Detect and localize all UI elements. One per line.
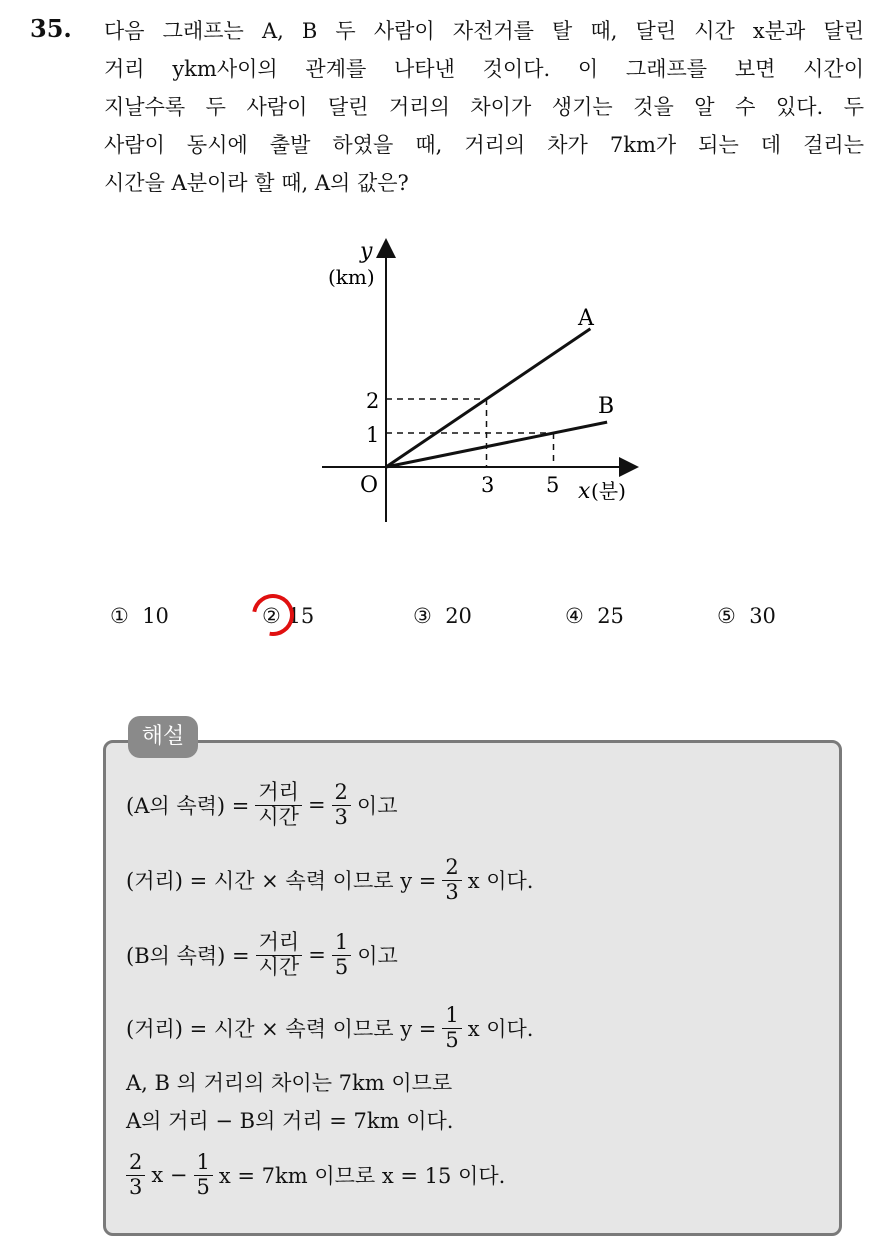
distance-time-graph — [300, 230, 660, 530]
solution-line-7 — [126, 1145, 505, 1205]
fraction — [256, 931, 303, 978]
numerator: 1 — [442, 1004, 461, 1028]
question-line: 시간을 A분이라 할 때, A의 값은? — [104, 171, 409, 195]
denominator: 5 — [445, 1027, 459, 1052]
y-axis-unit: (km) — [328, 265, 375, 289]
choice-1[interactable] — [110, 604, 169, 628]
y-axis-variable: y — [360, 239, 373, 264]
solution-tag: 해설 — [128, 716, 198, 758]
question-line: 사람이 동시에 출발 하였을 때, 거리의 차가 7km가 되는 데 걸리는 — [104, 133, 864, 157]
solution-text: = — [307, 793, 326, 817]
denominator: 3 — [445, 879, 459, 904]
choice-value: 10 — [142, 604, 169, 628]
origin-label: O — [360, 473, 379, 498]
solution-text: (A의 속력) = — [126, 794, 250, 818]
x-axis-unit: (분) — [591, 479, 626, 503]
numerator: 거리 — [255, 781, 302, 805]
question-line: 다음 그래프는 A, B 두 사람이 자전거를 탈 때, 달린 시간 x분과 달린 — [104, 19, 864, 43]
solution-text: x 이다. — [467, 1017, 534, 1041]
choice-value: 30 — [749, 604, 776, 628]
numerator: 2 — [126, 1151, 145, 1175]
x-tick-label: 3 — [481, 473, 495, 497]
fraction — [255, 781, 302, 828]
series-label-b: B — [598, 394, 615, 419]
choice-number: ③ — [413, 604, 432, 628]
y-tick-label: 1 — [366, 423, 380, 447]
question-number: 35. — [30, 14, 72, 43]
choice-number: ① — [110, 604, 129, 628]
numerator: 2 — [442, 856, 461, 880]
solution-text: (거리) = 시간 × 속력 이므로 y = — [126, 869, 437, 893]
x-axis-variable: x — [578, 479, 591, 504]
solution-text: = — [308, 943, 326, 967]
denominator: 시간 — [258, 804, 299, 829]
solution-text: 이고 — [357, 944, 398, 968]
solution-line-5: A, B 의 거리의 차이는 7km 이므로 — [126, 1071, 453, 1095]
denominator: 시간 — [258, 954, 300, 979]
choice-number: ② — [262, 604, 281, 628]
denominator: 5 — [334, 954, 349, 979]
fraction — [332, 781, 351, 828]
solution-line-6: A의 거리 − B의 거리 = 7km 이다. — [126, 1109, 454, 1133]
denominator: 5 — [196, 1174, 210, 1199]
solution-line-2 — [126, 850, 534, 910]
fraction — [332, 931, 351, 978]
x-tick-label: 5 — [546, 473, 560, 497]
question-line: 지날수록 두 사람이 달린 거리의 차이가 생기는 것을 알 수 있다. 두 — [104, 95, 864, 119]
solution-text: (B의 속력) = — [126, 944, 250, 968]
choice-value: 20 — [445, 604, 472, 628]
series-label-a: A — [578, 306, 594, 331]
question-text — [104, 12, 864, 202]
choice-number: ④ — [565, 604, 584, 628]
choice-4[interactable] — [565, 604, 624, 628]
solution-text: (거리) = 시간 × 속력 이므로 y = — [126, 1017, 437, 1041]
choice-5[interactable] — [717, 604, 776, 628]
question-line: 거리 ykm사이의 관계를 나타낸 것이다. 이 그래프를 보면 시간이 — [104, 57, 864, 81]
answer-choices — [0, 604, 884, 638]
solution-text: x − — [151, 1163, 188, 1187]
solution-line-3 — [126, 925, 398, 985]
numerator: 1 — [332, 931, 351, 955]
choice-value: 15 — [287, 604, 315, 628]
solution-text: x 이다. — [467, 869, 534, 893]
choice-number: ⑤ — [717, 604, 736, 628]
solution-text: x = 7km 이므로 x = 15 이다. — [218, 1164, 506, 1188]
numerator: 2 — [332, 781, 351, 805]
fraction — [194, 1151, 213, 1198]
denominator: 3 — [334, 804, 348, 829]
series-lines — [386, 329, 607, 467]
choice-value: 25 — [597, 604, 624, 628]
numerator: 1 — [194, 1151, 213, 1175]
solution-text: 이고 — [356, 794, 398, 818]
y-tick-label: 2 — [366, 389, 380, 413]
solution-line-1 — [126, 775, 398, 835]
fraction — [126, 1151, 145, 1198]
denominator: 3 — [129, 1174, 143, 1199]
solution-line-4 — [126, 998, 534, 1058]
numerator: 거리 — [256, 931, 303, 955]
choice-3[interactable] — [413, 604, 472, 628]
fraction — [442, 856, 461, 903]
fraction — [442, 1004, 461, 1051]
